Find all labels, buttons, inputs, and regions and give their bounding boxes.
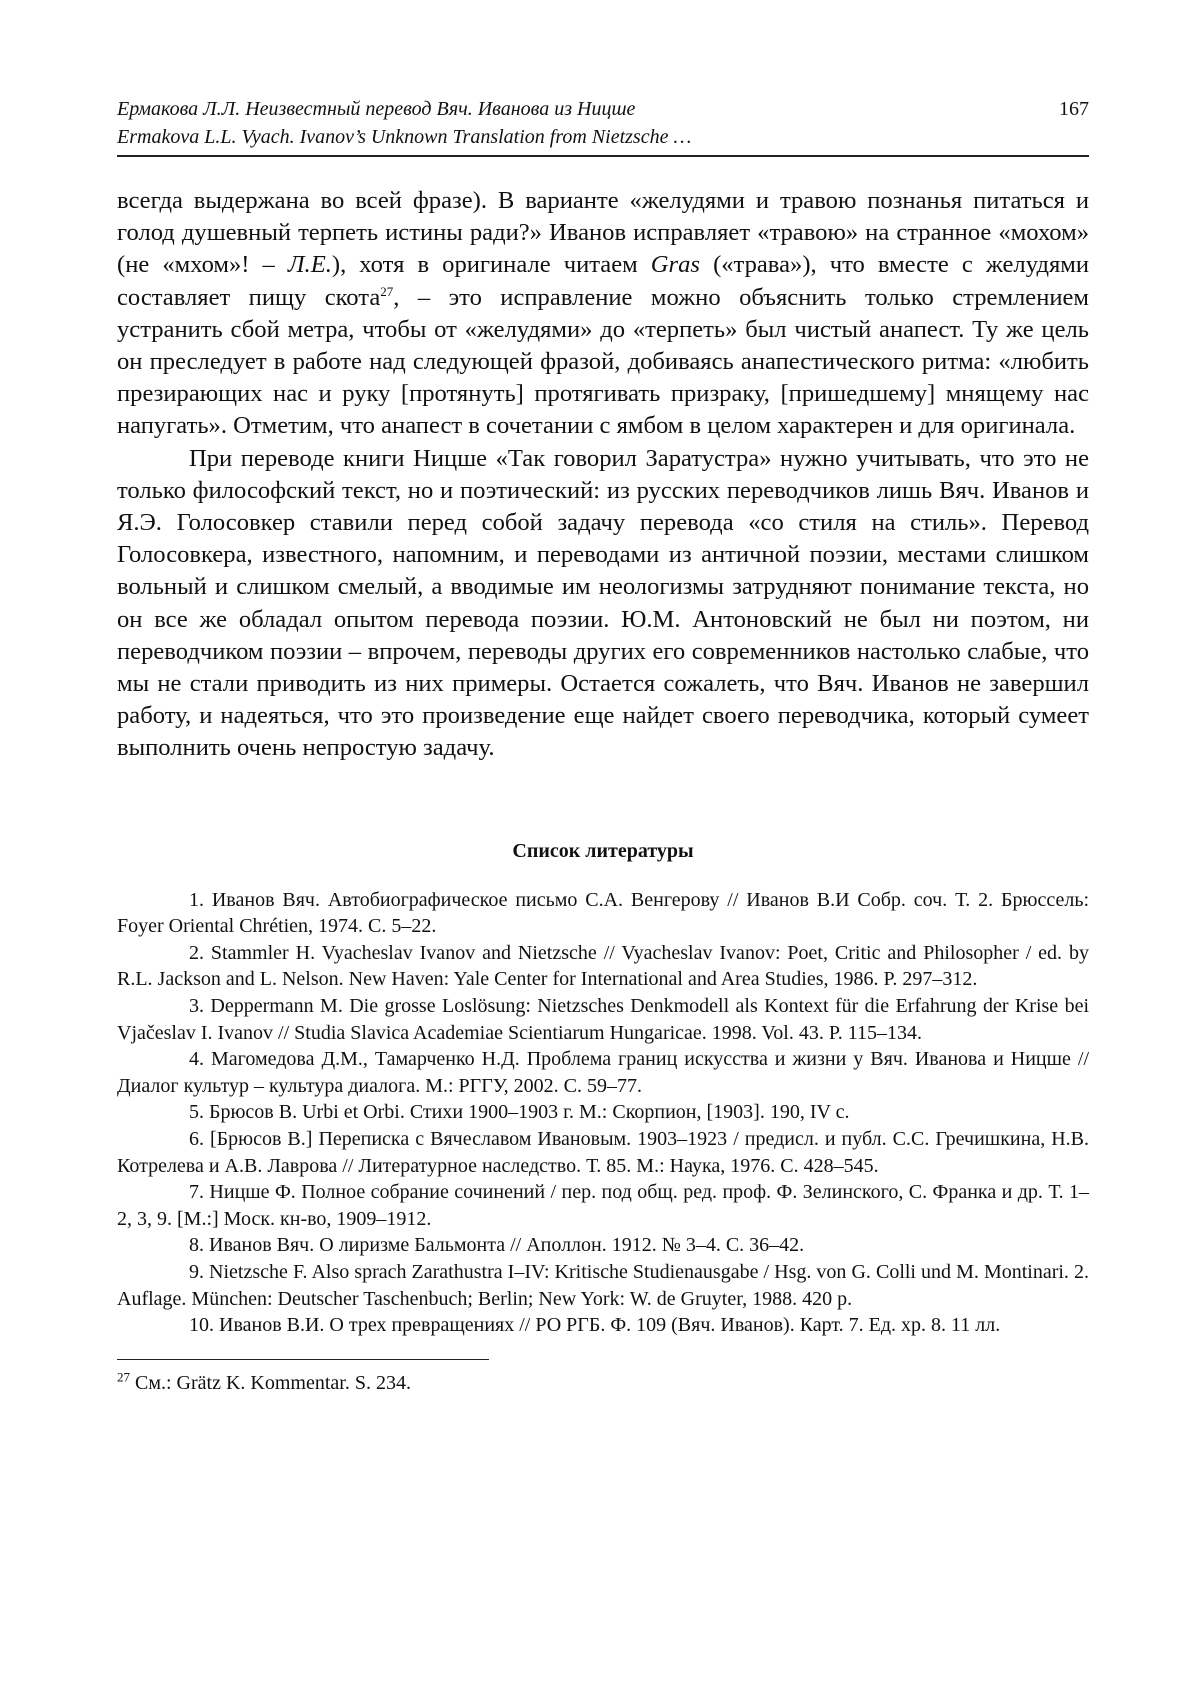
reference-item: 2. Stammler H. Vyacheslav Ivanov and Nietzsche // Vyacheslav Ivanov: Poet, Critic and Philosopher / ed. by R.L. Jackson and L. Nelson. New Haven: Yale Center for International and Area Studies, 1986. P. 297–312. [117,941,1089,991]
footnote-text: См.: Grätz K. Kommentar. S. 234. [130,1371,411,1394]
references-heading: Список литературы [512,839,694,862]
references-list [117,887,1089,1339]
header-rule [117,155,1089,157]
header-title-en: Ermakova L.L. Vyach. Ivanov’s Unknown Translation from Nietzsche … [117,126,692,148]
reference-item: 5. Брюсов В. Urbi et Orbi. Стихи 1900–1903 г. М.: Скорпион, [1903]. 190, IV с. [189,1101,850,1124]
reference-item: 10. Иванов В.И. О трех превращениях // РО РГБ. Ф. 109 (Вяч. Иванов). Карт. 7. Ед. хр. 8. 11 лл. [189,1314,1001,1337]
header-title-ru: Ермакова Л.Л. Неизвестный перевод Вяч. Иванова из Ницше [117,98,636,120]
reference-item: 8. Иванов Вяч. О лиризме Бальмонта // Аполлон. 1912. № 3–4. С. 36–42. [189,1234,805,1257]
paragraph-2: При переводе книги Ницше «Так говорил Заратустра» нужно учитывать, что это не только философский текст, но и поэтический: из русских переводчиков лишь Вяч. Иванов и Я.Э. Голосовкер ставили перед собой задачу перевода «со стиля на стиль». Перевод Голосовкера, известного, напомним, и переводами из античной поэзии, местами слишком вольный и слишком смелый, а вводимые им неологизмы затрудняют понимание текста, но он все же обладал опытом перевода поэзии. Ю.М. Антоновский не был ни поэтом, ни переводчиком поэзии – впрочем, переводы других его современников настолько слабые, что мы не стали приводить из них примеры. Остается сожалеть, что Вяч. Иванов не завершил работу, и надеяться, что это произведение еще найдет своего переводчика, который сумеет выполнить очень непростую задачу. [117,444,1089,762]
footnote-ref: 27 [380,283,394,299]
paper-page [117,95,1089,1396]
paragraph-1: всегда выдержана во всей фразе). В варианте «желудями и травою познанья питаться и голод душевный терпеть истины ради?» Иванов исправляет «травою» на странное «мохом» (не «мхом»! – Л.Е.), хотя в оригинале читаем Gras («трава»), что вместе с желудями составляет пищу скота$^{27}$, – это исправление можно объяснить только стремлением устранить сбой метра, чтобы от «желудями» до «терпеть» был чистый анапест. Ту же цель он преследует в работе над следующей фразой, добиваясь анапестического ритма: «любить презирающих нас и руку [протянуть] протягивать призраку, [пришедшему] мнящему нас напугать». Отметим, что анапест в сочетании с ямбом в целом характерен и для оригинала. [117,187,1089,440]
running-header [117,95,1089,151]
footnote-marker: 27 [117,1369,130,1385]
reference-item: 3. Deppermann M. Die grosse Loslösung: Nietzsches Denkmodell als Kontext für die Erfahrung der Krise bei Vjačeslav I. Ivanov // Studia Slavica Academiae Scientiarum Hungaricae. 1998. Vol. 43. P. 115–134. [117,995,1089,1044]
body-text [117,185,1089,765]
german-word: Gras [650,251,700,279]
footnote-rule [117,1359,489,1360]
reference-item: 6. [Брюсов В.] Переписка с Вячеславом Ивановым. 1903–1923 / предисл. и публ. С.С. Гречишкина, Н.В. Котрелева и А.В. Лаврова // Литературное наследство. Т. 85. М.: Наука, 1976. С. 428–545. [117,1128,1089,1177]
reference-item: 1. Иванов Вяч. Автобиографическое письмо С.А. Венгерову // Иванов В.И Собр. соч. Т. 2. Брюссель: Foyer Oriental Chrétien, 1974. С. 5–22. [117,888,1089,938]
reference-item: 9. Nietzsche F. Also sprach Zarathustra I–IV: Kritische Studienausgabe / Hsg. von G. Colli und M. Montinari. 2. Auflage. München: Deutscher Taschenbuch; Berlin; New York: W. de Gruyter, 1988. 420 p. [117,1260,1089,1310]
reference-item: 7. Ницше Ф. Полное собрание сочинений / пер. под общ. ред. проф. Ф. Зелинского, С. Франка и др. Т. 1–2, 3, 9. [М.:] Моск. кн-во, 1909–1912. [117,1181,1089,1230]
page-number: 167 [1059,98,1089,120]
reference-item: 4. Магомедова Д.М., Тамарченко Н.Д. Проблема границ искусства и жизни у Вяч. Иванова и Ницше // Диалог культур – культура диалога. М.: РГГУ, 2002. С. 59–77. [117,1048,1089,1097]
author-initials: Л.Е. [287,251,332,279]
footnote [117,1370,1089,1396]
